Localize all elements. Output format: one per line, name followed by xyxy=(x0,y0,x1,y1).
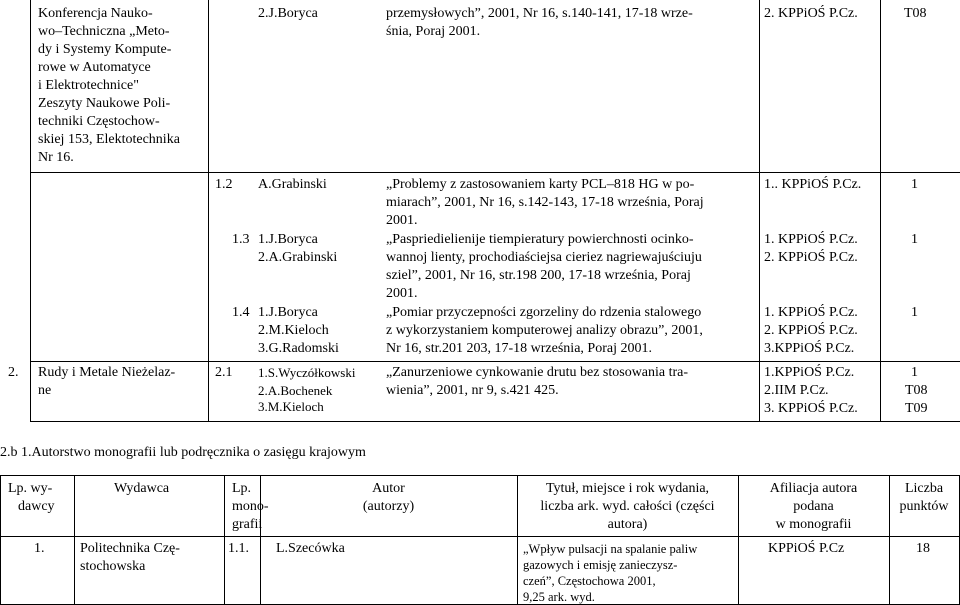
affiliation: 1.. KPPiOŚ P.Cz. xyxy=(764,177,862,192)
row-tytul: gazowych i emisję zanieczysz- xyxy=(523,558,678,572)
affiliation: 1. KPPiOŚ P.Cz. xyxy=(764,232,858,247)
row-tytul: „Wpływ pulsacji na spalanie paliw xyxy=(523,542,698,556)
row-lp: 1. xyxy=(34,541,45,556)
title-line: wienia”, 2001, nr 9, s.421 425. xyxy=(386,383,559,398)
title-line: miarach”, 2001, Nr 16, s.142-143, 17-18 września, Poraj xyxy=(386,195,704,210)
t1-row-line-c xyxy=(208,361,960,362)
conf-line: rowe w Automatyce xyxy=(38,60,151,75)
row-autor: L.Szecówka xyxy=(276,541,345,556)
t2-top-line xyxy=(0,475,960,476)
conf-line: skiej 153, Elektotechnika xyxy=(38,132,180,147)
title-line: Nr 16, str.201 203, 17-18 września, Poraj 2001. xyxy=(386,341,652,356)
header-lp: Lp. wy- xyxy=(8,481,53,496)
points: 1 xyxy=(911,177,918,192)
row-number: 1.3 xyxy=(232,232,250,247)
title-line: wannoj lienty, prochodiaściejsa cieriez nagriewajuściuju xyxy=(386,250,702,265)
row-number: 1.4 xyxy=(232,305,250,320)
t1-col-line-3 xyxy=(880,0,881,422)
points: T09 xyxy=(905,401,928,416)
affiliation: 2. KPPiOŚ P.Cz. xyxy=(764,323,858,338)
row-tytul: 9,25 ark. wyd. xyxy=(523,590,595,604)
row-punkty: 18 xyxy=(916,541,930,556)
points: T08 xyxy=(905,383,928,398)
row-number: 2.1 xyxy=(215,365,233,380)
section-heading: 2.b 1.Autorstwo monografii lub podręcznika o zasięgu krajowym xyxy=(0,445,366,460)
author: 3.G.Radomski xyxy=(258,341,339,356)
row-lp-mono: 1.1. xyxy=(228,541,249,556)
affiliation: 2.IIM P.Cz. xyxy=(764,383,829,398)
author: 1.J.Boryca xyxy=(258,232,318,247)
t1-col-line-2 xyxy=(759,0,760,422)
row-afiliacja: KPPiOŚ P.Cz xyxy=(768,541,845,556)
header-lp-mono: mono- xyxy=(232,499,269,514)
author: 1.J.Boryca xyxy=(258,305,318,320)
header-tytul: autora) xyxy=(607,517,648,532)
author: 2.A.Grabinski xyxy=(258,250,338,265)
row-tytul: czeń”, Częstochowa 2001, xyxy=(523,574,656,588)
title-line: sziel”, 2001, Nr 16, str.198 200, 17-18 września, Poraj xyxy=(386,268,691,283)
conf-line: wo–Techniczna „Meto- xyxy=(38,24,170,39)
author: A.Grabinski xyxy=(258,177,327,192)
title-line: „Paspriedielienije tiempieratury powierchnosti ocinko- xyxy=(386,232,694,247)
title-line: 2001. xyxy=(386,213,418,228)
title-line: z wykorzystaniem komputerowej analizy obrazu”, 2001, xyxy=(386,323,703,338)
row-number: 1.2 xyxy=(215,177,233,192)
header-wydawca: Wydawca xyxy=(114,481,170,496)
affiliation: 2. KPPiOŚ P.Cz. xyxy=(764,6,858,21)
header-lp: dawcy xyxy=(18,499,55,514)
title-line: przemysłowych”, 2001, Nr 16, s.140-141, 17-18 wrze- xyxy=(386,6,693,21)
section-title: Rudy i Metale Nieżelaz- xyxy=(38,365,176,380)
t2-col-line xyxy=(224,475,225,605)
header-tytul: liczba ark. wyd. całości (części xyxy=(540,499,715,514)
points: 1 xyxy=(911,365,918,380)
conf-line: techniki Częstochow- xyxy=(38,114,160,129)
author: 3.M.Kieloch xyxy=(258,399,324,414)
title-line: „Pomiar przyczepności zgorzeliny do rdzenia stalowego xyxy=(386,305,702,320)
header-lp-mono: grafii xyxy=(232,517,263,532)
section-number: 2. xyxy=(8,365,19,380)
affiliation: 1. KPPiOŚ P.Cz. xyxy=(764,305,858,320)
title-line: „Zanurzeniowe cynkowanie drutu bez stosowania tra- xyxy=(386,365,689,380)
author: 1.S.Wyczółkowski xyxy=(258,365,356,380)
points: 1 xyxy=(911,232,918,247)
conf-line: Konferencja Nauko- xyxy=(38,6,153,21)
conf-line: Zeszyty Naukowe Poli- xyxy=(38,96,171,111)
t2-header-line xyxy=(0,536,960,537)
header-lp-mono: Lp. xyxy=(232,481,252,496)
affiliation: 3. KPPiOŚ P.Cz. xyxy=(764,401,858,416)
affiliation: 1.KPPiOŚ P.Cz. xyxy=(764,365,855,380)
section-title: ne xyxy=(38,383,52,398)
header-afiliacja: Afiliacja autora xyxy=(769,481,858,496)
affiliation: 2. KPPiOŚ P.Cz. xyxy=(764,250,858,265)
author: 2.M.Kieloch xyxy=(258,323,329,338)
conference-cell xyxy=(38,5,203,167)
title-line: „Problemy z zastosowaniem karty PCL–818 HG w po- xyxy=(386,177,695,192)
header-tytul: Tytuł, miejsce i rok wydania, xyxy=(545,481,710,496)
t1-row-line-b xyxy=(30,361,208,362)
header-autor: (autorzy) xyxy=(362,499,415,514)
conf-line: dy i Systemy Kompute- xyxy=(38,42,172,57)
header-liczba: punktów xyxy=(899,499,949,514)
points: T08 xyxy=(904,6,927,21)
t1-bottom-line xyxy=(30,421,960,422)
author: 2.A.Bochenek xyxy=(258,383,333,398)
row-wydawca: Politechnika Czę- xyxy=(80,541,180,556)
t1-left-line xyxy=(30,0,31,422)
conf-line: i Elektrotechnice" xyxy=(38,78,139,93)
row-wydawca: stochowska xyxy=(80,559,146,574)
header-afiliacja: podana xyxy=(793,499,834,514)
t2-col-line xyxy=(74,475,75,605)
title-line: 2001. xyxy=(386,286,418,301)
title-line: śnia, Poraj 2001. xyxy=(386,24,481,39)
affiliation: 3.KPPiOŚ P.Cz. xyxy=(764,341,855,356)
t1-row-line-a xyxy=(30,172,960,173)
header-afiliacja: w monografii xyxy=(775,517,852,532)
t1-col-line-1 xyxy=(208,0,209,422)
t2-col-line xyxy=(0,475,1,605)
conf-line: Nr 16. xyxy=(38,150,74,165)
points: 1 xyxy=(911,305,918,320)
author: 2.J.Boryca xyxy=(258,6,318,21)
header-autor: Autor xyxy=(372,481,405,496)
header-liczba: Liczba xyxy=(904,481,944,496)
